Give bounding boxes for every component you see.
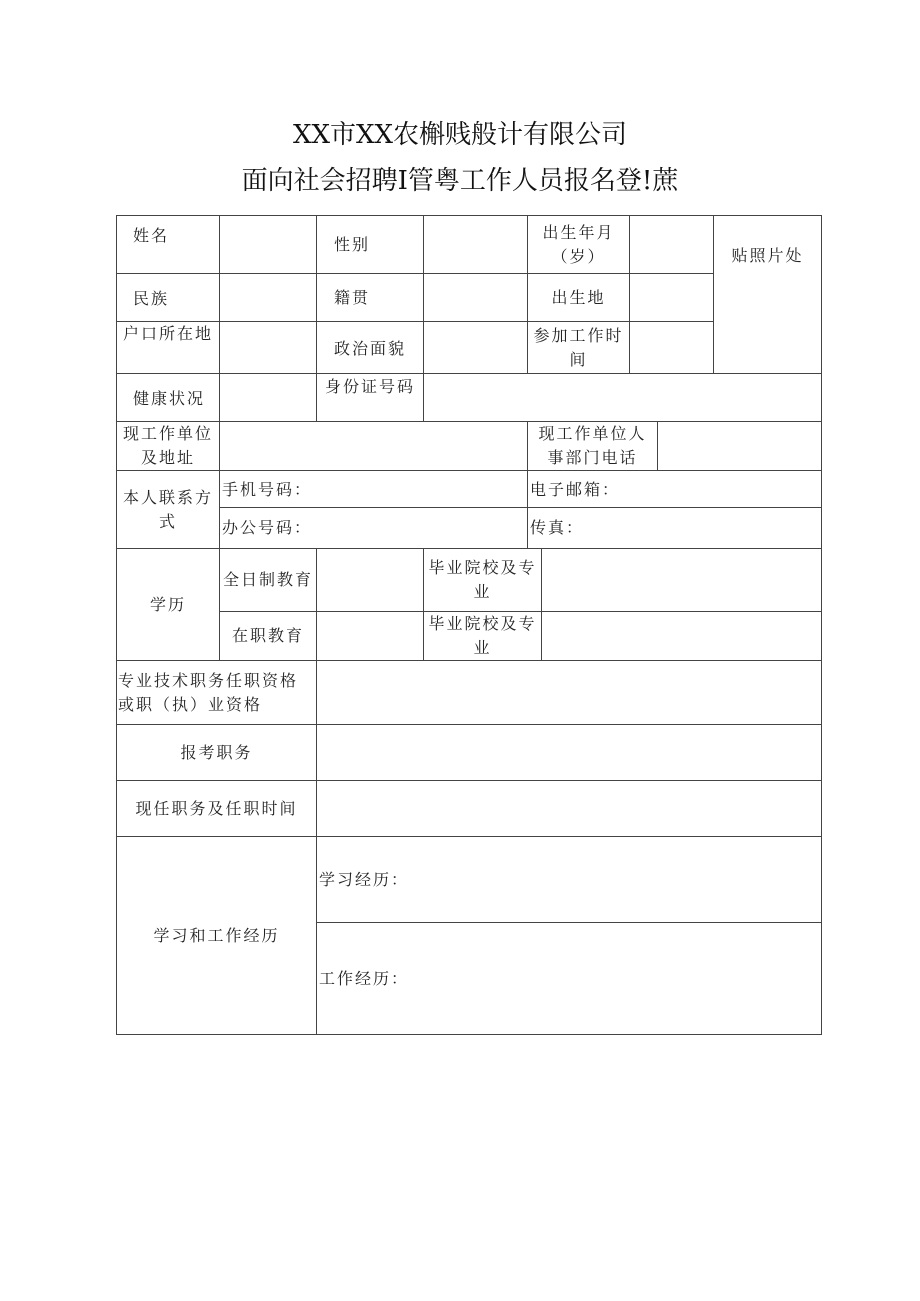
birth-value-cell[interactable] xyxy=(629,215,714,274)
work-start-value-cell[interactable] xyxy=(629,321,714,374)
photo-label: 贴照片处 xyxy=(731,245,804,265)
native-place-label-cell xyxy=(316,273,424,322)
fulltime-label: 全日制教育 xyxy=(222,570,313,589)
fulltime-school-value-cell[interactable] xyxy=(541,548,822,612)
name-label: 姓名 xyxy=(133,226,170,245)
position-value-cell[interactable] xyxy=(316,724,822,781)
inservice-school-label-line2: 业 xyxy=(473,638,492,657)
gender-value-cell[interactable] xyxy=(423,215,528,274)
education-label-cell xyxy=(116,548,220,661)
form-title-line2: 面向社会招聘Ⅰ管粤工作人员报名登!蔗 xyxy=(241,166,679,196)
study-exp-label: 学习经历： xyxy=(319,870,410,889)
education-label: 学历 xyxy=(149,594,186,614)
position-label: 报考职务 xyxy=(180,742,253,762)
email-label: 电子邮箱： xyxy=(530,480,621,499)
political-label: 政治面貌 xyxy=(334,339,407,358)
id-number-value-cell[interactable] xyxy=(423,373,822,422)
ethnicity-value-cell[interactable] xyxy=(219,273,317,322)
hr-phone-value-cell[interactable] xyxy=(657,421,822,471)
hukou-value-cell[interactable] xyxy=(219,321,317,374)
office-phone-cell[interactable] xyxy=(219,507,528,549)
qualification-label-line2: 或职（执）业资格 xyxy=(118,695,263,714)
inservice-school-label-line1: 毕业院校及专 xyxy=(428,614,537,633)
inservice-label-cell xyxy=(219,611,317,661)
qualification-value-cell[interactable] xyxy=(316,660,822,725)
hr-phone-label-cell xyxy=(527,421,658,471)
experience-label-cell xyxy=(116,836,317,1035)
experience-label: 学习和工作经历 xyxy=(153,925,280,945)
employer-value-cell[interactable] xyxy=(219,421,528,471)
health-label: 健康状况 xyxy=(133,389,206,408)
work-start-label-cell xyxy=(527,321,630,374)
current-post-label-cell xyxy=(116,780,317,837)
birthplace-label: 出生地 xyxy=(551,287,606,307)
contact-label-line2: 式 xyxy=(158,511,177,531)
political-value-cell[interactable] xyxy=(423,321,528,374)
employer-label-line2: 及地址 xyxy=(140,448,195,467)
current-post-value-cell[interactable] xyxy=(316,780,822,837)
health-label-cell xyxy=(116,373,220,422)
hukou-label: 户口所在地 xyxy=(123,324,214,343)
inservice-school-label-cell xyxy=(423,611,542,661)
ethnicity-label: 民族 xyxy=(133,289,170,308)
fax-label: 传真： xyxy=(530,518,585,537)
contact-label-cell xyxy=(116,470,220,549)
current-post-label: 现任职务及任职时间 xyxy=(135,798,298,818)
inservice-value-cell[interactable] xyxy=(316,611,424,661)
study-exp-cell[interactable] xyxy=(316,836,822,923)
id-number-label-cell xyxy=(316,373,424,422)
hukou-label-cell xyxy=(116,321,220,374)
native-place-value-cell[interactable] xyxy=(423,273,528,322)
gender-label-cell xyxy=(316,215,424,274)
birth-age-label: （岁） xyxy=(551,246,606,266)
photo-cell[interactable] xyxy=(713,215,822,374)
email-cell[interactable] xyxy=(527,470,822,508)
fulltime-school-label-line2: 业 xyxy=(473,582,492,601)
employer-label-cell xyxy=(116,421,220,471)
inservice-label: 在职教育 xyxy=(231,626,304,645)
contact-label-line1: 本人联系方 xyxy=(122,487,213,507)
work-exp-label: 工作经历： xyxy=(319,969,410,988)
id-number-label: 身份证号码 xyxy=(325,377,416,396)
ethnicity-label-cell xyxy=(116,273,220,322)
hr-phone-label-line2: 事部门电话 xyxy=(547,448,638,467)
mobile-cell[interactable] xyxy=(219,470,528,508)
employer-label-line1: 现工作单位 xyxy=(122,424,213,443)
health-value-cell[interactable] xyxy=(219,373,317,422)
birthplace-label-cell xyxy=(527,273,630,322)
political-label-cell xyxy=(316,321,424,374)
name-label-cell xyxy=(116,215,220,274)
work-exp-cell[interactable] xyxy=(316,922,822,1035)
work-start-label-line2: 间 xyxy=(569,349,588,369)
fulltime-value-cell[interactable] xyxy=(316,548,424,612)
fulltime-school-label-cell xyxy=(423,548,542,612)
hr-phone-label-line1: 现工作单位人 xyxy=(538,424,647,443)
birth-label-cell xyxy=(527,215,630,274)
name-value-cell[interactable] xyxy=(219,215,317,274)
birthplace-value-cell[interactable] xyxy=(629,273,714,322)
birth-label: 出生年月 xyxy=(542,222,615,242)
work-start-label-line1: 参加工作时 xyxy=(533,325,624,345)
mobile-label: 手机号码： xyxy=(222,480,313,499)
gender-label: 性别 xyxy=(334,235,371,254)
fax-cell[interactable] xyxy=(527,507,822,549)
qualification-label-cell xyxy=(116,660,317,725)
native-place-label: 籍贯 xyxy=(334,288,371,307)
fulltime-label-cell xyxy=(219,548,317,612)
qualification-label-line1: 专业技术职务任职资格 xyxy=(118,671,299,690)
office-phone-label: 办公号码： xyxy=(222,518,313,537)
position-label-cell xyxy=(116,724,317,781)
form-title-line1: XX市XX农槲贱般计有限公司 xyxy=(292,120,628,150)
inservice-school-value-cell[interactable] xyxy=(541,611,822,661)
fulltime-school-label-line1: 毕业院校及专 xyxy=(428,558,537,577)
